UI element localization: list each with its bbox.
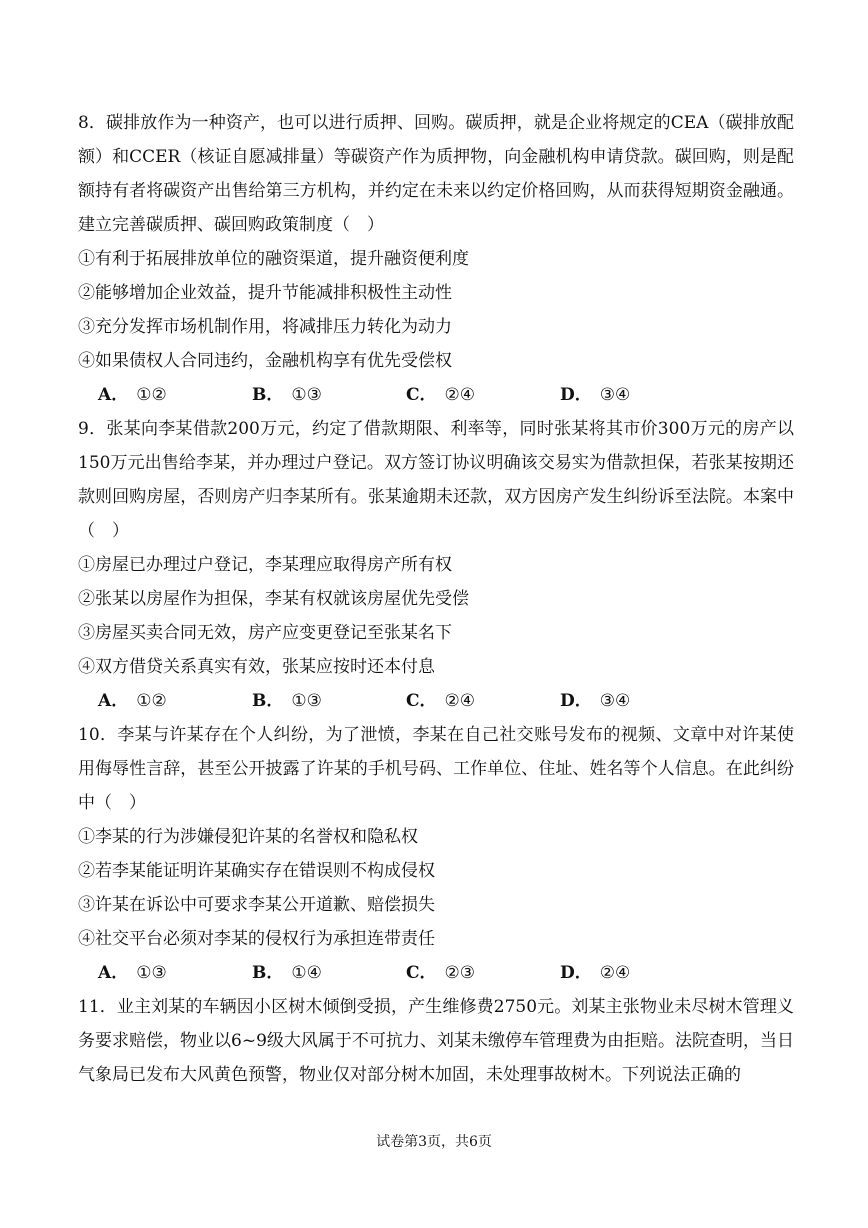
choice-b[interactable] xyxy=(252,684,406,718)
choice-text: ②④ xyxy=(599,963,631,983)
choice-text: ①③ xyxy=(291,385,322,405)
exam-page-content xyxy=(78,106,794,1092)
choice-letter: C． xyxy=(406,691,437,711)
choice-a[interactable] xyxy=(98,378,252,412)
statement-option: ③充分发挥市场机制作用，将减排压力转化为动力 xyxy=(78,317,452,337)
question-stem: 9．张某向李某借款200万元，约定了借款期限、利率等，同时张某将其市价300万元的房产以150万元出售给李某，并办理过户登记。双方签订协议明确该交易实为借款担保，若张某按期还款则回购房屋，否则房产归李某所有。张某逾期未还款，双方因房产发生纠纷诉至法院。本案中（ ） xyxy=(78,419,794,541)
choice-c[interactable] xyxy=(406,684,560,718)
choice-letter: B． xyxy=(252,963,284,983)
choice-d[interactable] xyxy=(560,684,714,718)
answer-choices xyxy=(78,378,794,412)
choice-a[interactable] xyxy=(98,684,252,718)
choice-a[interactable] xyxy=(98,956,252,990)
question-8 xyxy=(78,106,794,412)
choice-b[interactable] xyxy=(252,378,406,412)
statement-option: ④双方借贷关系真实有效，张某应按时还本付息 xyxy=(78,657,435,677)
choice-d[interactable] xyxy=(560,378,714,412)
choice-c[interactable] xyxy=(406,956,560,990)
choice-text: ③④ xyxy=(599,385,631,405)
question-stem: 11．业主刘某的车辆因小区树木倾倒受损，产生维修费2750元。刘某主张物业未尽树木管理义务要求赔偿，物业以6~9级大风属于不可抗力、刘某未缴停车管理费为由拒赔。法院查明，当日气象局已发布大风黄色预警，物业仅对部分树木加固，未处理事故树木。下列说法正确的 xyxy=(78,997,794,1085)
question-11 xyxy=(78,990,794,1092)
statement-option: ③房屋买卖合同无效，房产应变更登记至张某名下 xyxy=(78,623,452,643)
choice-b[interactable] xyxy=(252,956,406,990)
choice-letter: A． xyxy=(98,691,129,711)
question-9 xyxy=(78,412,794,718)
choice-letter: D． xyxy=(560,385,592,405)
choice-text: ①② xyxy=(136,385,167,405)
question-10 xyxy=(78,718,794,990)
statement-option: ②张某以房屋作为担保，李某有权就该房屋优先受偿 xyxy=(78,589,469,609)
statement-option: ①房屋已办理过户登记，李某理应取得房产所有权 xyxy=(78,555,452,575)
choice-text: ①③ xyxy=(291,691,322,711)
answer-choices xyxy=(78,684,794,718)
choice-letter: C． xyxy=(406,385,437,405)
choice-c[interactable] xyxy=(406,378,560,412)
choice-letter: C． xyxy=(406,963,437,983)
choice-letter: B． xyxy=(252,691,284,711)
choice-d[interactable] xyxy=(560,956,714,990)
statement-option: ①有利于拓展排放单位的融资渠道，提升融资便利度 xyxy=(78,249,469,269)
page-footer: 试卷第3页，共6页 xyxy=(376,1134,492,1150)
question-stem: 8．碳排放作为一种资产，也可以进行质押、回购。碳质押，就是企业将规定的CEA（碳排放配额）和CCER（核证自愿减排量）等碳资产作为质押物，向金融机构申请贷款。碳回购，则是配额持有者将碳资产出售给第三方机构，并约定在未来以约定价格回购，从而获得短期资金融通。建立完善碳质押、碳回购政策制度（ ） xyxy=(78,113,794,235)
statement-option: ②若李某能证明许某确实存在错误则不构成侵权 xyxy=(78,861,435,881)
choice-letter: B． xyxy=(252,385,284,405)
choice-text: ③④ xyxy=(599,691,631,711)
answer-choices xyxy=(78,956,794,990)
statement-option: ②能够增加企业效益，提升节能减排积极性主动性 xyxy=(78,283,452,303)
choice-text: ②④ xyxy=(444,385,476,405)
statement-option: ①李某的行为涉嫌侵犯许某的名誉权和隐私权 xyxy=(78,827,418,847)
choice-text: ①② xyxy=(136,691,167,711)
choice-letter: D． xyxy=(560,963,592,983)
choice-text: ②③ xyxy=(444,963,476,983)
choice-text: ②④ xyxy=(444,691,476,711)
choice-letter: A． xyxy=(98,385,129,405)
statement-option: ③许某在诉讼中可要求李某公开道歉、赔偿损失 xyxy=(78,895,435,915)
statement-option: ④社交平台必须对李某的侵权行为承担连带责任 xyxy=(78,929,435,949)
choice-text: ①③ xyxy=(136,963,167,983)
choice-text: ①④ xyxy=(291,963,322,983)
choice-letter: A． xyxy=(98,963,129,983)
choice-letter: D． xyxy=(560,691,592,711)
question-stem: 10．李某与许某存在个人纠纷，为了泄愤，李某在自己社交账号发布的视频、文章中对许某使用侮辱性言辞，甚至公开披露了许某的手机号码、工作单位、住址、姓名等个人信息。在此纠纷中（ ） xyxy=(78,725,794,813)
statement-option: ④如果债权人合同违约，金融机构享有优先受偿权 xyxy=(78,351,452,371)
